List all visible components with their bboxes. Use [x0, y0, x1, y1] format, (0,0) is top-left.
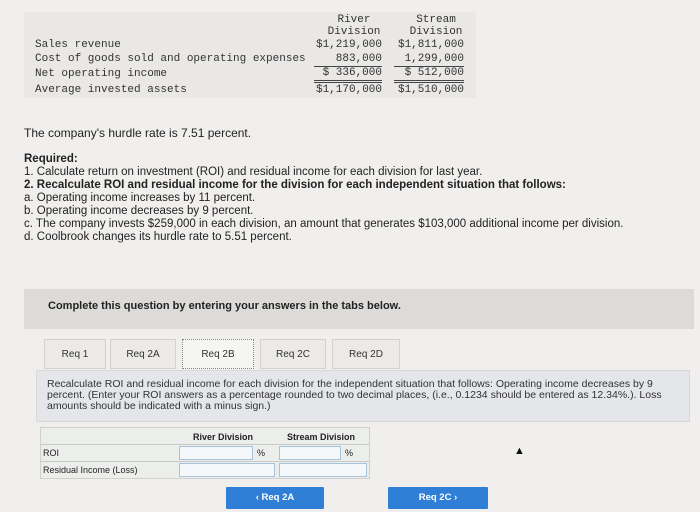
river-roi-percent: % [257, 448, 266, 458]
required-section [24, 153, 623, 244]
instruction-panel [36, 370, 690, 422]
required-item-2: 2. Recalculate ROI and residual income for the division for each independent situation that follows: [24, 179, 566, 191]
river-sales: $1,219,000 [315, 39, 382, 51]
mouse-cursor-icon: ▲ [514, 445, 525, 457]
tab-req-2c[interactable]: Req 2C [260, 339, 326, 369]
tab-req-2d[interactable]: Req 2D [332, 339, 400, 369]
stream-assets: $1,510,000 [397, 84, 464, 96]
chevron-left-icon: ‹ [255, 492, 259, 503]
tab-req-1[interactable]: Req 1 [44, 339, 106, 369]
stream-roi-input[interactable] [279, 446, 341, 460]
required-item-b: b. Operating income decreases by 9 percent. [24, 205, 254, 217]
next-req-label: Req 2C [418, 492, 452, 503]
required-title: Required: [24, 153, 78, 165]
stream-division-header [404, 14, 468, 38]
required-item-a: a. Operating income increases by 11 percent. [24, 192, 256, 204]
river-noi: $ 336,000 [314, 66, 382, 83]
required-item-c: c. The company invests $259,000 in each division, an amount that generates $103,000 additional income per division. [24, 218, 624, 230]
instruction-text: Recalculate ROI and residual income for each division for the independent situation that follows: Operating income decreases by 9 percent. (Enter your ROI answers as a percentage rounded to two decimal places, (i.e., 0.1234 should be entered as 12.34%.). Loss amounts should be indicated with a minus sign.) [47, 378, 662, 412]
required-item-1: 1. Calculate return on investment (ROI) and residual income for each division for last year. [24, 166, 483, 178]
chevron-right-icon: › [454, 492, 458, 503]
answer-row-roi: ROI [43, 448, 60, 458]
hurdle-rate-text: The company's hurdle rate is 7.51 percent. [24, 126, 252, 140]
row-label-assets: Average invested assets [35, 84, 187, 96]
answer-col-stream: Stream Division [287, 432, 356, 442]
river-header-line2: Division [327, 26, 381, 38]
river-cogs: 883,000 [314, 52, 382, 67]
prev-req-label: Req 2A [261, 492, 295, 503]
next-req-button[interactable] [388, 487, 488, 509]
prev-req-button[interactable] [226, 487, 324, 509]
row-label-sales: Sales revenue [35, 39, 121, 51]
row-label-cogs: Cost of goods sold and operating expenses [35, 53, 306, 65]
stream-sales: $1,811,000 [397, 39, 464, 51]
river-roi-input[interactable] [179, 446, 253, 460]
answer-divider [41, 444, 369, 445]
required-item-d: d. Coolbrook changes its hurdle rate to 5.51 percent. [24, 231, 292, 243]
complete-instruction-text: Complete this question by entering your answers in the tabs below. [48, 300, 401, 312]
complete-instruction-bar [24, 289, 694, 329]
stream-cogs: 1,299,000 [394, 52, 464, 67]
row-label-noi: Net operating income [35, 68, 168, 80]
river-division-header [324, 14, 384, 38]
river-assets: $1,170,000 [315, 84, 382, 96]
stream-header-line1: Stream [416, 14, 456, 26]
tab-req-2b[interactable]: Req 2B [182, 339, 254, 369]
answer-col-river: River Division [193, 432, 254, 442]
answer-row-residual-income: Residual Income (Loss) [43, 465, 138, 475]
tab-req-2a[interactable]: Req 2A [110, 339, 176, 369]
river-header-line1: River [337, 14, 371, 26]
stream-residual-input[interactable] [279, 463, 367, 477]
stream-roi-percent: % [345, 448, 354, 458]
answer-table [40, 427, 370, 479]
river-residual-input[interactable] [179, 463, 275, 477]
stream-noi: $ 512,000 [394, 66, 464, 83]
stream-header-line2: Division [409, 26, 463, 38]
financial-data-table [24, 12, 476, 98]
answer-divider [41, 461, 369, 462]
